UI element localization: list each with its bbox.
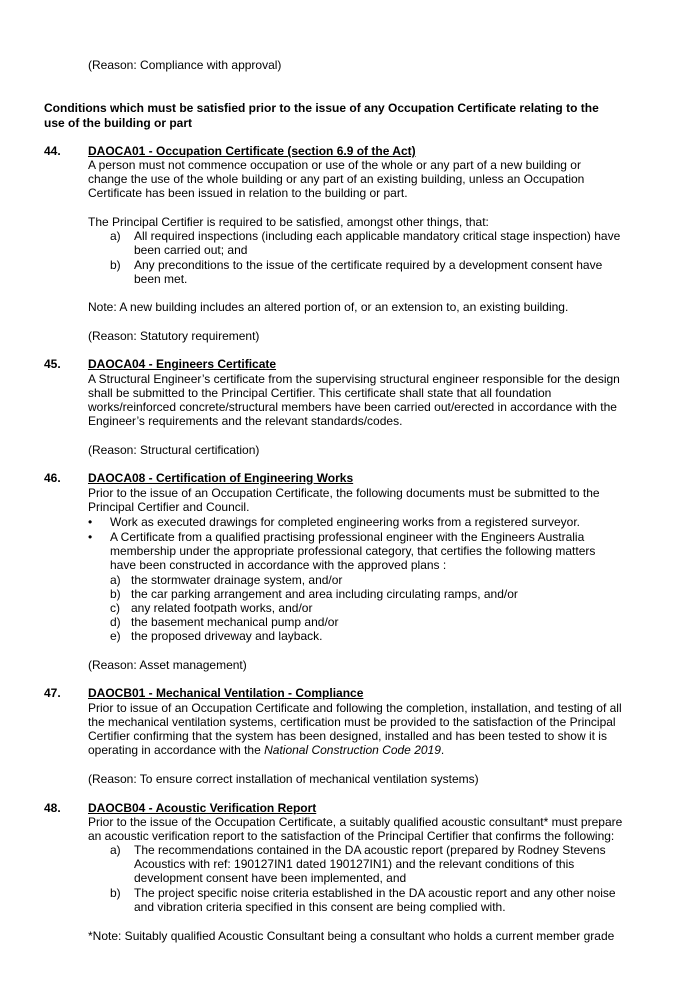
list-marker: a) [110, 843, 121, 857]
section-heading-line1: Conditions which must be satisfied prior to the issue of any Occupation Certificate relating to the [44, 101, 599, 115]
paragraph-line: A Structural Engineer’s certificate from the supervising structural engineer responsible for the design [88, 372, 620, 386]
condition-number: 45. [44, 357, 61, 371]
bullet-marker: • [88, 530, 93, 544]
list-item-line: the stormwater drainage system, and/or [131, 573, 343, 587]
paragraph-line: The Principal Certifier is required to be satisfied, amongst other things, that: [88, 215, 489, 229]
list-item-line: the proposed driveway and layback. [131, 629, 323, 643]
list-marker: b) [110, 258, 121, 272]
list-item-line: been met. [134, 272, 188, 286]
list-marker: b) [110, 886, 121, 900]
list-item-line: and vibration criteria specified in this consent are being complied with. [134, 900, 506, 914]
paragraph-line: shall be submitted to the Principal Certifier. This certificate shall state that all foundation [88, 386, 552, 400]
reason-text: (Reason: Structural certification) [88, 443, 260, 457]
list-item-line: The project specific noise criteria established in the DA acoustic report and any other noise [134, 886, 616, 900]
bullet-line: have been constructed in accordance with the approved plans : [110, 558, 447, 572]
paragraph-line [88, 743, 444, 758]
bullet-line: membership under the appropriate professional category, that certifies the following matters [110, 544, 596, 558]
code-reference: National Construction Code 2019 [264, 743, 441, 757]
paragraph-line: change the use of the whole building or any part of an existing building, unless an Occupation [88, 172, 585, 186]
paragraph-line: the mechanical ventilation systems, certification must be provided to the satisfaction of the Principal [88, 715, 616, 729]
condition-number: 46. [44, 471, 61, 485]
paragraph-line: Prior to issue of an Occupation Certificate and following the completion, installation, and testing of all [88, 701, 622, 715]
bullet-marker: • [88, 515, 93, 529]
list-marker: d) [110, 615, 121, 629]
condition-number: 44. [44, 144, 61, 158]
paragraph-line: Engineer’s requirements and the relevant standards/codes. [88, 414, 403, 428]
list-item-line: Any preconditions to the issue of the certificate required by a development consent have [134, 258, 603, 272]
list-marker: b) [110, 587, 121, 601]
note-text: *Note: Suitably qualified Acoustic Consultant being a consultant who holds a current member grade [88, 929, 615, 943]
condition-title: DAOCA04 - Engineers Certificate [88, 357, 277, 371]
paragraph-line: works/reinforced concrete/structural members have been carried out/erected in accordance with the [88, 400, 617, 414]
list-item-line: been carried out; and [134, 243, 248, 257]
list-item-line: any related footpath works, and/or [131, 601, 313, 615]
reason-text: (Reason: To ensure correct installation of mechanical ventilation systems) [88, 772, 479, 786]
paragraph-line: Certifier confirming that the system has been designed, installed and has been tested to show it is [88, 729, 607, 743]
bullet-line: A Certificate from a qualified practising professional engineer with the Engineers Australia [110, 530, 585, 544]
list-item-line: All required inspections (including each applicable mandatory critical stage inspection) have [134, 229, 621, 243]
paragraph-line: an acoustic verification report to the satisfaction of the Principal Certifier that confirms the following: [88, 829, 615, 843]
condition-number: 48. [44, 801, 61, 815]
list-item-line: development consent have been implemented, and [134, 871, 407, 885]
condition-title: DAOCA08 - Certification of Engineering Works [88, 471, 354, 485]
paragraph-line: Prior to the issue of an Occupation Certificate, the following documents must be submitted to the [88, 486, 600, 500]
paragraph-line: A person must not commence occupation or use of the whole or any part of a new building or [88, 158, 581, 172]
condition-number: 47. [44, 686, 61, 700]
condition-title: DAOCA01 - Occupation Certificate (section 6.9 of the Act) [88, 144, 416, 158]
paragraph-line: Principal Certifier and Council. [88, 500, 250, 514]
list-marker: c) [110, 601, 120, 615]
reason-text: (Reason: Statutory requirement) [88, 329, 260, 343]
condition-title: DAOCB04 - Acoustic Verification Report [88, 801, 317, 815]
paragraph-line: Certificate has been issued in relation to the building or part. [88, 186, 408, 200]
paragraph-line: Prior to the issue of the Occupation Certificate, a suitably qualified acoustic consultant* must prepare [88, 815, 623, 829]
top-reason: (Reason: Compliance with approval) [88, 58, 282, 72]
list-item-line: the car parking arrangement and area including circulating ramps, and/or [131, 587, 518, 601]
paragraph-text: operating in accordance with the [88, 743, 265, 757]
list-marker: a) [110, 229, 121, 243]
list-item-line: The recommendations contained in the DA acoustic report (prepared by Rodney Stevens [134, 843, 606, 857]
note-text: Note: A new building includes an altered portion of, or an extension to, an existing building. [88, 300, 569, 314]
list-marker: a) [110, 573, 121, 587]
section-heading-line2: use of the building or part [44, 116, 192, 130]
paragraph-text: . [440, 743, 445, 757]
reason-text: (Reason: Asset management) [88, 658, 247, 672]
bullet-line: Work as executed drawings for completed engineering works from a registered surveyor. [110, 515, 580, 529]
condition-title: DAOCB01 - Mechanical Ventilation - Compliance [88, 686, 364, 700]
list-item-line: Acoustics with ref: 190127IN1 dated 190127IN1) and the relevant conditions of this [134, 857, 575, 871]
list-item-line: the basement mechanical pump and/or [131, 615, 339, 629]
list-marker: e) [110, 629, 121, 643]
